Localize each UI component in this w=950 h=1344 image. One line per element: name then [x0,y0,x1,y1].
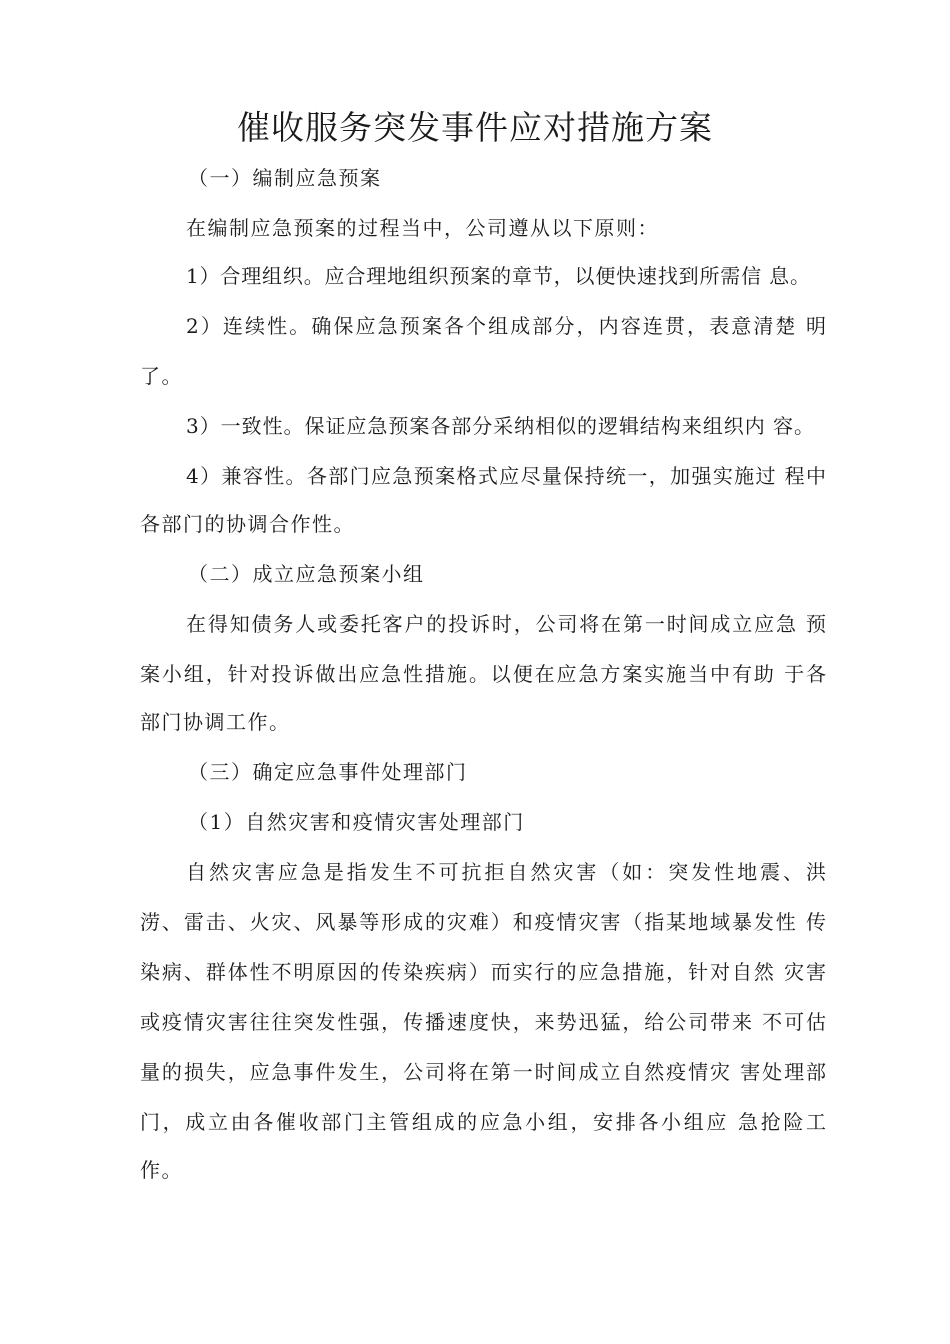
paragraph-line: 3）一致性。保证应急预案各部分采纳相似的逻辑结构来组织内 容。 [186,414,814,438]
paragraph-line: 涝、雷击、火灾、风暴等形成的灾难）和疫情灾害（指某地域暴发性 传 [140,910,826,934]
paragraph-line: 2）连续性。确保应急预案各个组成部分，内容连贯，表意清楚 明 [186,314,826,338]
document-title: 催收服务突发事件应对措施方案 [237,108,713,147]
paragraph-line: 作。 [140,1158,183,1182]
subsection-heading: （1）自然灾害和疫情灾害处理部门 [188,810,525,834]
paragraph-line: 4）兼容性。各部门应急预案格式应尽量保持统一，加强实施过 程中 [186,464,826,488]
paragraph-line: 部门协调工作。 [140,710,291,734]
paragraph-line: 染病、群体性不明原因的传染疾病）而实行的应急措施，针对自然 灾害 [140,960,826,984]
paragraph-line: 了。 [140,364,183,388]
paragraph-line: 在编制应急预案的过程当中，公司遵从以下原则： [186,216,659,240]
paragraph-line: 量的损失，应急事件发生，公司将在第一时间成立自然疫情灾 害处理部 [140,1060,826,1084]
paragraph-line: 各部门的协调合作性。 [140,512,355,536]
paragraph-line: 门，成立由各催收部门主管组成的应急小组，安排各小组应 急抢险工 [140,1110,826,1134]
section-heading-2: （二）成立应急预案小组 [188,562,425,586]
section-heading-1: （一）编制应急预案 [188,166,382,190]
paragraph-line: 在得知债务人或委托客户的投诉时，公司将在第一时间成立应急 预 [186,612,826,636]
paragraph-line: 或疫情灾害往往突发性强，传播速度快，来势迅猛，给公司带来 不可估 [140,1010,826,1034]
paragraph-line: 1）合理组织。应合理地组织预案的章节，以便快速找到所需信 息。 [186,264,810,288]
section-heading-3: （三）确定应急事件处理部门 [188,760,468,784]
paragraph-line: 自然灾害应急是指发生不可抗拒自然灾害（如：突发性地震、洪 [186,860,826,884]
paragraph-line: 案小组，针对投诉做出应急性措施。以便在应急方案实施当中有助 于各 [140,662,826,686]
